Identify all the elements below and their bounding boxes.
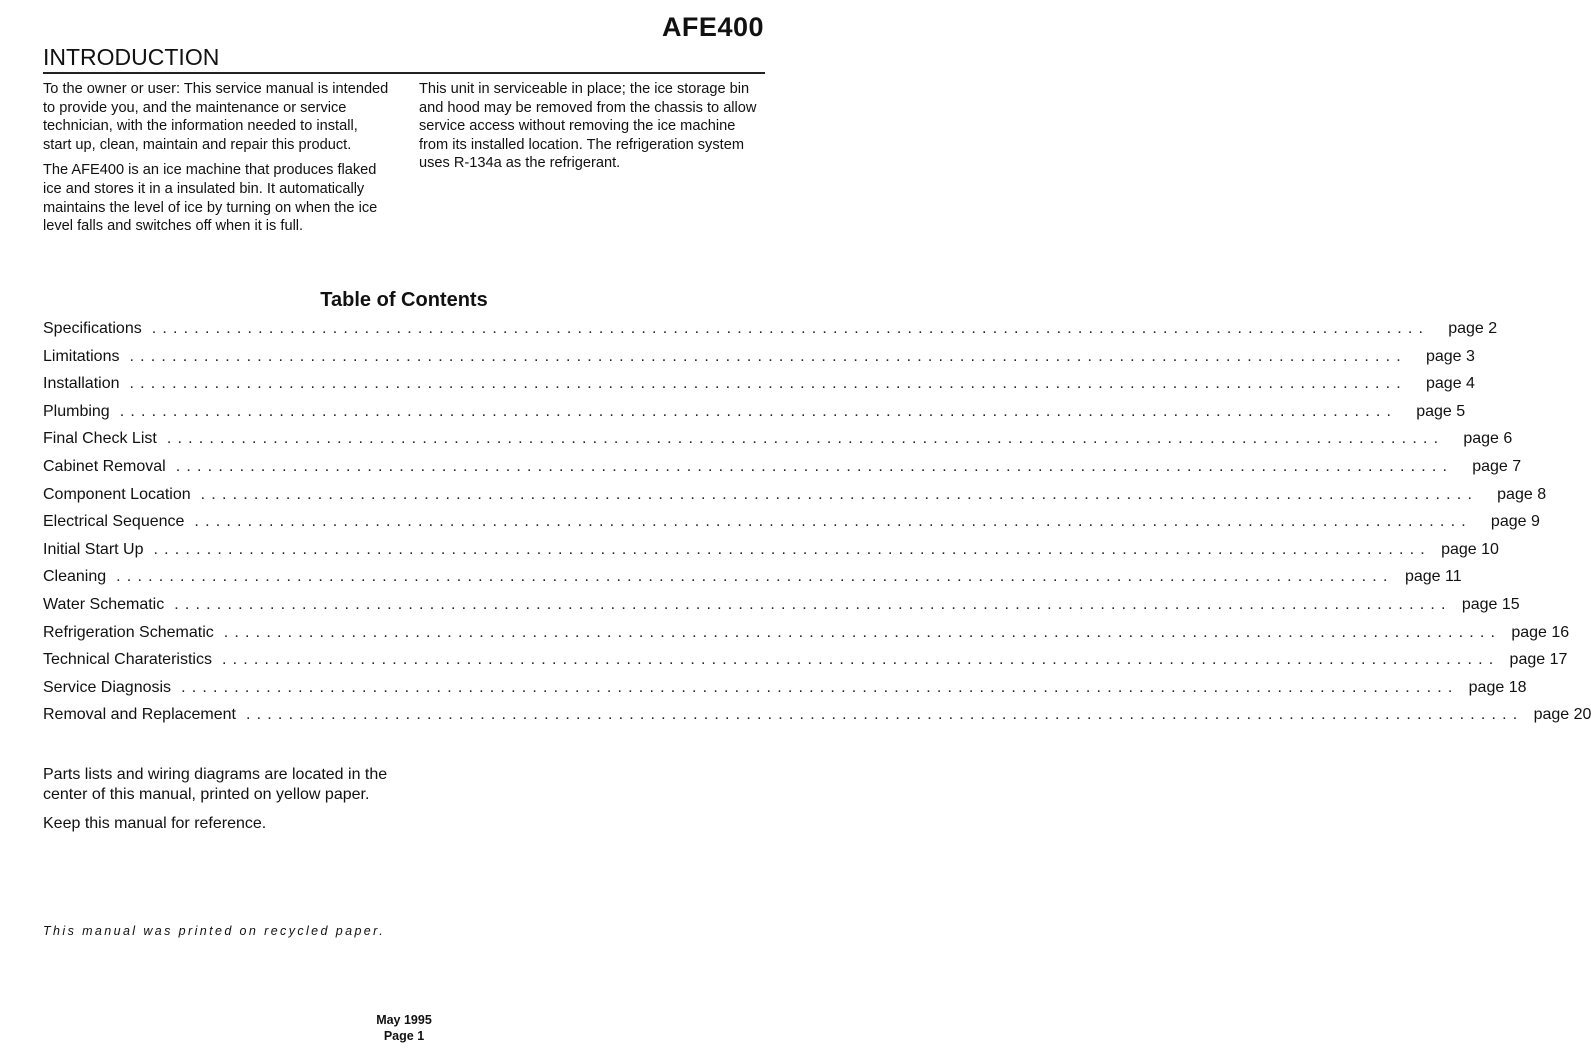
toc-entry-label: Specifications (43, 320, 142, 337)
toc-leader-dots: ........................................................................................................................ (119, 402, 1398, 420)
toc-entry-label: Service Diagnosis (43, 678, 172, 696)
toc-entry[interactable] (43, 457, 1522, 486)
toc-entry-label: Cabinet Removal (43, 457, 166, 475)
toc-leader-dots: ........................................................................................................................ (129, 347, 1407, 365)
toc-entry[interactable] (43, 347, 1475, 376)
toc-entry-label: Refrigeration Schematic (43, 623, 214, 641)
toc-entry-label: Initial Start Up (43, 540, 144, 558)
toc-leader-dots: ........................................................................................................................ (116, 568, 1394, 586)
toc-entry[interactable] (43, 375, 1475, 403)
toc-entry-page: page 16 (1511, 623, 1570, 641)
toc-entry[interactable] (43, 623, 1570, 652)
toc-entry-page: page 9 (1490, 513, 1540, 531)
footer-date: May 1995 (376, 1013, 432, 1027)
toc-leader-dots: ........................................................................................................................ (181, 678, 1459, 696)
recycled-paper-note: This manual was printed on recycled paper. (43, 924, 386, 938)
notes (43, 765, 403, 842)
toc-entry-page: page 4 (1426, 375, 1475, 393)
toc-entry-label: Electrical Sequence (43, 513, 185, 531)
toc-entry-page: page 15 (1461, 595, 1520, 613)
toc-entry-page: page 2 (1448, 320, 1498, 337)
toc-leader-dots: ........................................................................................................................ (194, 513, 1472, 531)
toc-entry[interactable] (43, 678, 1527, 707)
toc-leader-dots: ........................................................................................................................ (166, 430, 1445, 448)
toc-entry-page: page 5 (1416, 402, 1466, 420)
toc-entry-page: page 17 (1509, 651, 1568, 669)
toc-entry[interactable] (43, 430, 1513, 458)
parts-note: Parts lists and wiring diagrams are located in the center of this manual, printed on yellow paper. (43, 766, 388, 804)
keep-note: Keep this manual for reference. (43, 814, 267, 832)
toc-entry-label: Cleaning (43, 568, 107, 586)
toc-entry-page: page 8 (1497, 485, 1547, 503)
toc-entry-label: Final Check List (43, 430, 157, 448)
intro-left-column (43, 80, 389, 243)
table-of-contents (43, 320, 1591, 734)
toc-entry[interactable] (43, 485, 1547, 514)
toc-entry[interactable] (43, 706, 1591, 734)
toc-entry[interactable] (43, 568, 1462, 596)
toc-entry-label: Component Location (43, 485, 191, 503)
toc-leader-dots: ........................................................................................................................ (129, 375, 1407, 393)
header-rule (43, 72, 765, 74)
toc-leader-dots: ........................................................................................................................ (223, 623, 1502, 641)
intro-paragraph: To the owner or user: This service manual is intended to provide you, and the maintenance or service technician, with the information needed to install, start up, clean, maintain and repair this product. (43, 81, 389, 153)
toc-entry-page: page 18 (1468, 678, 1527, 696)
toc-entry[interactable] (43, 595, 1520, 624)
intro-paragraph: This unit in serviceable in place; the ice storage bin and hood may be removed from the chassis to allow service access without removing the ice machine from its installed location. The refrigeration system uses R-134a as the refrigerant. (419, 81, 757, 172)
intro-right-column (419, 80, 767, 180)
toc-entry-label: Installation (43, 375, 120, 393)
toc-leader-dots: ........................................................................................................................ (246, 706, 1524, 724)
intro-paragraph: The AFE400 is an ice machine that produces flaked ice and stores it in a insulated bin. It automatically maintains the level of ice by turning on when the ice level falls and switches off when it is full. (43, 162, 378, 235)
toc-entry-page: page 20 (1533, 706, 1591, 724)
toc-entry-label: Removal and Replacement (43, 706, 236, 724)
toc-entry[interactable] (43, 402, 1466, 431)
toc-entry-page: page 11 (1404, 568, 1462, 586)
toc-leader-dots: ........................................................................................................................ (153, 540, 1431, 558)
toc-entry-page: page 10 (1441, 540, 1499, 558)
toc-entry-label: Plumbing (43, 402, 110, 420)
toc-entry-label: Water Schematic (43, 595, 165, 613)
page-footer (0, 1012, 808, 1044)
toc-leader-dots: ........................................................................................................................ (221, 651, 1500, 669)
toc-entry[interactable] (43, 651, 1568, 679)
toc-title: Table of Contents (320, 289, 488, 311)
footer-page-number: Page 1 (383, 1029, 425, 1043)
toc-leader-dots: ........................................................................................................................ (151, 320, 1430, 337)
toc-entry[interactable] (43, 320, 1498, 348)
toc-leader-dots: ........................................................................................................................ (200, 485, 1479, 503)
toc-entry[interactable] (43, 540, 1499, 569)
toc-entry-page: page 6 (1463, 430, 1513, 448)
toc-entry-page: page 7 (1472, 457, 1522, 475)
toc-entry-page: page 3 (1425, 347, 1475, 365)
toc-leader-dots: ........................................................................................................................ (174, 595, 1452, 613)
toc-leader-dots: ........................................................................................................................ (175, 457, 1454, 475)
toc-entry-label: Limitations (43, 347, 120, 365)
model-number: AFE400 (661, 12, 764, 42)
toc-entry[interactable] (43, 513, 1540, 541)
toc-entry-label: Technical Charateristics (43, 651, 212, 669)
section-title: INTRODUCTION (43, 44, 220, 70)
